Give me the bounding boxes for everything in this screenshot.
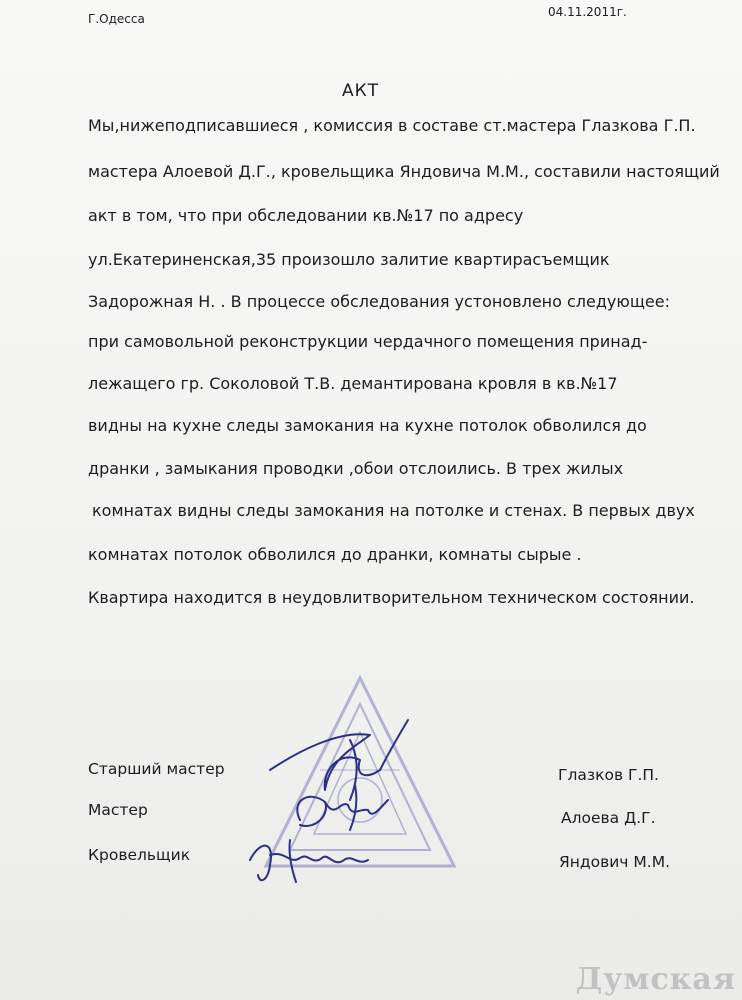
body-line: ул.Екатериненская,35 произошло залитие квартирасъемщик (88, 250, 610, 269)
signature-name: Глазков Г.П. (558, 766, 659, 784)
body-line: лежащего гр. Соколовой Т.В. демантирована кровля в кв.№17 (88, 374, 618, 393)
body-line: комнатах потолок обволился до дранки, комнаты сырые . (88, 545, 582, 564)
signature-name: Яндович М.М. (559, 853, 670, 871)
signature-role: Мастер (88, 801, 148, 819)
handwritten-signatures-icon (230, 690, 430, 900)
watermark-logo: Думская (575, 962, 736, 997)
body-line: мастера Алоевой Д.Г., кровельщика Яндовича М.М., составили настоящий (88, 162, 720, 181)
document-title: АКТ (342, 81, 380, 101)
body-line: Мы,нижеподписавшиеся , комиссия в составе ст.мастера Глазкова Г.П. (88, 116, 696, 135)
body-line: Задорожная Н. . В процессе обследования устоновлено следующее: (88, 292, 671, 311)
body-line: комнатах видны следы замокания на потолке и стенах. В первых двух (92, 501, 695, 520)
signature-role: Старший мастер (88, 760, 225, 778)
body-line: акт в том, что при обследовании кв.№17 по адресу (88, 206, 524, 225)
date: 04.11.2011г. (548, 5, 627, 19)
body-line: при самовольной реконструкции чердачного помещения принад- (88, 332, 648, 351)
body-line: Квартира находится в неудовлитворительном техническом состоянии. (88, 588, 695, 607)
city: Г.Одесса (88, 12, 145, 26)
signature-role: Кровельщик (88, 846, 191, 864)
body-line: дранки , замыкания проводки ,обои отслоились. В трех жилых (88, 459, 624, 478)
signature-name: Алоева Д.Г. (561, 809, 656, 827)
body-line: видны на кухне следы замокания на кухне потолок обволился до (88, 416, 647, 435)
